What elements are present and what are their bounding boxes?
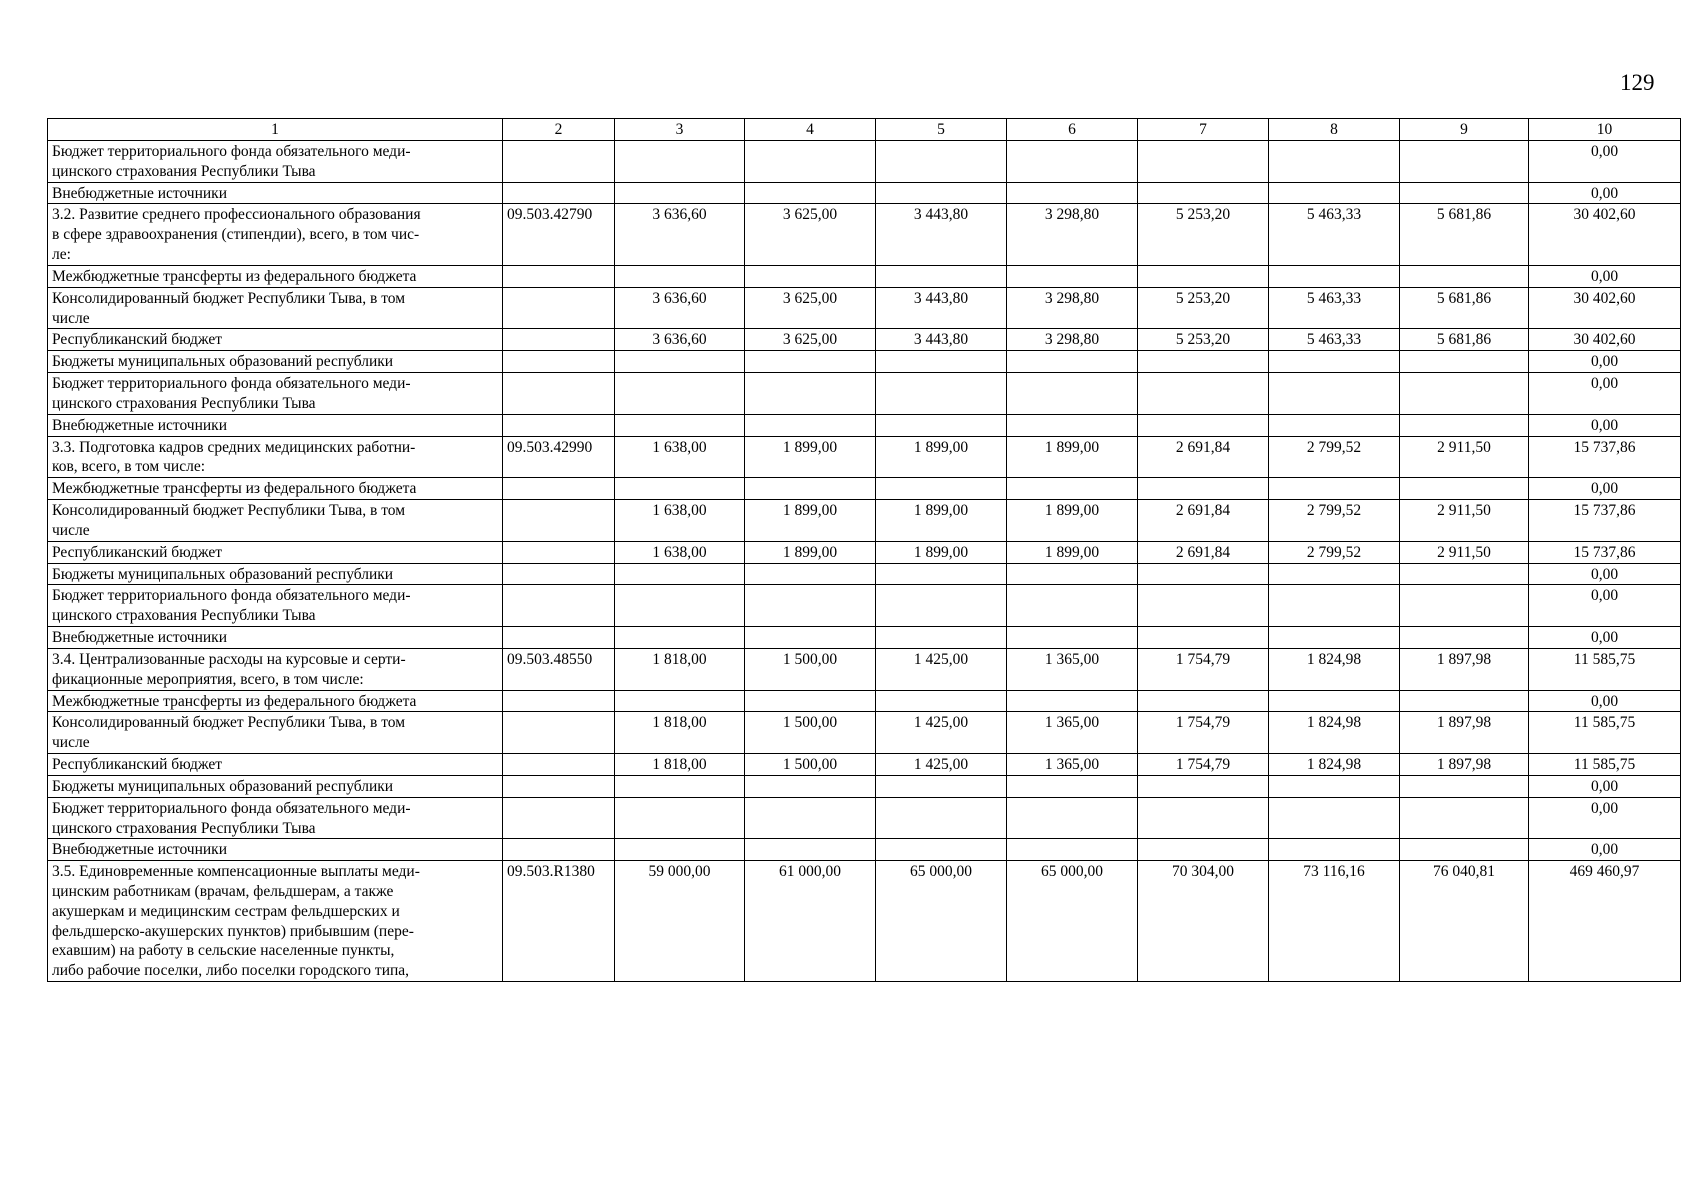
amount-cell: 65 000,00 [1007,861,1138,982]
amount-cell [1269,141,1400,183]
amount-cell [1269,627,1400,649]
amount-cell: 5 253,20 [1138,287,1269,329]
amount-cell: 1 754,79 [1138,712,1269,754]
amount-cell: 1 818,00 [615,712,745,754]
amount-cell: 1 824,98 [1269,754,1400,776]
amount-cell: 1 897,98 [1400,712,1529,754]
amount-cell: 3 636,60 [615,204,745,265]
amount-cell [615,182,745,204]
amount-cell [1400,265,1529,287]
amount-cell [876,351,1007,373]
amount-cell [1007,585,1138,627]
total-cell: 11 585,75 [1529,648,1681,690]
amount-cell [876,182,1007,204]
amount-cell [1400,797,1529,839]
table-row [48,541,1681,563]
row-label: Внебюджетные источники [48,839,503,861]
table-row [48,141,1681,183]
amount-cell: 1 638,00 [615,500,745,542]
amount-cell [615,351,745,373]
amount-cell: 1 425,00 [876,712,1007,754]
total-cell: 0,00 [1529,585,1681,627]
amount-cell [615,585,745,627]
total-cell: 469 460,97 [1529,861,1681,982]
amount-cell [876,775,1007,797]
total-cell: 11 585,75 [1529,754,1681,776]
table-row [48,265,1681,287]
amount-cell: 1 899,00 [745,436,876,478]
amount-cell [745,627,876,649]
amount-cell [1400,775,1529,797]
amount-cell: 1 754,79 [1138,754,1269,776]
amount-cell: 1 500,00 [745,648,876,690]
amount-cell [1007,141,1138,183]
amount-cell: 2 691,84 [1138,436,1269,478]
amount-cell [876,690,1007,712]
amount-cell [1138,414,1269,436]
amount-cell [615,373,745,415]
amount-cell: 5 253,20 [1138,204,1269,265]
table-row [48,329,1681,351]
amount-cell: 3 636,60 [615,287,745,329]
budget-code-cell [503,329,615,351]
page-number: 129 [1620,70,1655,95]
amount-cell: 3 636,60 [615,329,745,351]
amount-cell [1400,839,1529,861]
row-label: Внебюджетные источники [48,414,503,436]
amount-cell: 1 824,98 [1269,712,1400,754]
amount-cell [745,563,876,585]
amount-cell: 1 365,00 [1007,754,1138,776]
amount-cell [876,627,1007,649]
amount-cell [1138,182,1269,204]
amount-cell: 1 899,00 [876,436,1007,478]
column-number-header: 2 [503,119,615,141]
amount-cell [876,414,1007,436]
row-label: Республиканский бюджет [48,329,503,351]
amount-cell: 1 425,00 [876,754,1007,776]
total-cell: 30 402,60 [1529,329,1681,351]
row-label: Республиканский бюджет [48,754,503,776]
row-label: Консолидированный бюджет Республики Тыва, в том числе [48,287,503,329]
amount-cell: 2 799,52 [1269,500,1400,542]
amount-cell [745,141,876,183]
amount-cell [1138,627,1269,649]
budget-code-cell [503,414,615,436]
amount-cell [745,690,876,712]
table-row [48,627,1681,649]
amount-cell [1269,478,1400,500]
amount-cell [876,141,1007,183]
table-row [48,182,1681,204]
table-row [48,287,1681,329]
budget-code-cell [503,541,615,563]
amount-cell: 3 443,80 [876,329,1007,351]
total-cell: 0,00 [1529,351,1681,373]
amount-cell: 2 799,52 [1269,541,1400,563]
budget-code-cell [503,797,615,839]
amount-cell [1269,775,1400,797]
amount-cell [1400,563,1529,585]
column-number-header: 5 [876,119,1007,141]
table-row [48,861,1681,982]
amount-cell [615,265,745,287]
amount-cell: 1 899,00 [745,500,876,542]
amount-cell: 1 818,00 [615,754,745,776]
column-number-header: 6 [1007,119,1138,141]
amount-cell: 1 899,00 [1007,436,1138,478]
amount-cell [615,690,745,712]
column-number-header: 8 [1269,119,1400,141]
total-cell: 11 585,75 [1529,712,1681,754]
amount-cell [1138,585,1269,627]
amount-cell: 1 638,00 [615,436,745,478]
total-cell: 0,00 [1529,182,1681,204]
row-label: 3.3. Подготовка кадров средних медицинских работни- ков, всего, в том числе: [48,436,503,478]
amount-cell [615,141,745,183]
amount-cell: 5 681,86 [1400,329,1529,351]
amount-cell [1007,690,1138,712]
amount-cell [876,563,1007,585]
row-label: Внебюджетные источники [48,182,503,204]
amount-cell: 3 298,80 [1007,204,1138,265]
row-label: Межбюджетные трансферты из федерального бюджета [48,265,503,287]
budget-code-cell: 09.503.R1380 [503,861,615,982]
total-cell: 0,00 [1529,141,1681,183]
amount-cell: 2 691,84 [1138,500,1269,542]
row-label: Консолидированный бюджет Республики Тыва, в том числе [48,500,503,542]
column-number-header-row [48,119,1681,141]
amount-cell [745,585,876,627]
amount-cell [1269,182,1400,204]
amount-cell [745,265,876,287]
amount-cell: 3 625,00 [745,204,876,265]
amount-cell [1400,627,1529,649]
table-row [48,754,1681,776]
amount-cell: 70 304,00 [1138,861,1269,982]
amount-cell: 2 911,50 [1400,500,1529,542]
table-row [48,648,1681,690]
amount-cell [876,478,1007,500]
amount-cell: 3 443,80 [876,287,1007,329]
table-row [48,500,1681,542]
amount-cell [615,839,745,861]
table-row [48,585,1681,627]
amount-cell [1400,585,1529,627]
amount-cell: 1 899,00 [1007,500,1138,542]
amount-cell: 3 625,00 [745,329,876,351]
table-row [48,436,1681,478]
amount-cell: 1 899,00 [745,541,876,563]
budget-code-cell [503,373,615,415]
column-number-header: 9 [1400,119,1529,141]
row-label: Бюджеты муниципальных образований республики [48,563,503,585]
total-cell: 0,00 [1529,414,1681,436]
amount-cell [745,373,876,415]
amount-cell [1269,585,1400,627]
total-cell: 15 737,86 [1529,500,1681,542]
table-row [48,690,1681,712]
row-label: Межбюджетные трансферты из федерального бюджета [48,478,503,500]
amount-cell [1007,351,1138,373]
amount-cell: 1 425,00 [876,648,1007,690]
amount-cell [1269,839,1400,861]
amount-cell [1400,414,1529,436]
amount-cell: 1 638,00 [615,541,745,563]
amount-cell [1269,563,1400,585]
table-row [48,204,1681,265]
amount-cell: 3 298,80 [1007,287,1138,329]
amount-cell [1138,141,1269,183]
row-label: 3.4. Централизованные расходы на курсовые и серти- фикационные мероприятия, всего, в том числе: [48,648,503,690]
amount-cell: 61 000,00 [745,861,876,982]
amount-cell [1269,373,1400,415]
column-number-header: 10 [1529,119,1681,141]
amount-cell [1007,478,1138,500]
total-cell: 0,00 [1529,627,1681,649]
total-cell: 0,00 [1529,373,1681,415]
amount-cell [1269,690,1400,712]
total-cell: 15 737,86 [1529,541,1681,563]
amount-cell [745,797,876,839]
amount-cell [876,797,1007,839]
row-label: Бюджет территориального фонда обязательного меди- цинского страхования Республики Тыва [48,373,503,415]
amount-cell: 3 298,80 [1007,329,1138,351]
amount-cell [876,585,1007,627]
budget-code-cell [503,690,615,712]
budget-code-cell [503,775,615,797]
row-label: Консолидированный бюджет Республики Тыва, в том числе [48,712,503,754]
total-cell: 0,00 [1529,797,1681,839]
amount-cell [1400,373,1529,415]
table-row [48,797,1681,839]
amount-cell: 1 754,79 [1138,648,1269,690]
row-label: Бюджет территориального фонда обязательного меди- цинского страхования Республики Тыва [48,141,503,183]
table-row [48,563,1681,585]
table-row [48,373,1681,415]
amount-cell [1138,797,1269,839]
amount-cell [1400,351,1529,373]
amount-cell [745,414,876,436]
amount-cell [1138,265,1269,287]
amount-cell [1007,265,1138,287]
amount-cell: 73 116,16 [1269,861,1400,982]
budget-code-cell [503,182,615,204]
budget-code-cell [503,265,615,287]
total-cell: 0,00 [1529,690,1681,712]
amount-cell [1400,478,1529,500]
column-number-header: 3 [615,119,745,141]
row-label: Бюджеты муниципальных образований республики [48,351,503,373]
amount-cell [615,414,745,436]
amount-cell [1007,563,1138,585]
row-label: Внебюджетные источники [48,627,503,649]
amount-cell: 5 463,33 [1269,329,1400,351]
row-label: 3.2. Развитие среднего профессионального образования в сфере здравоохранения (стипендии), всего, в том чис- ле: [48,204,503,265]
amount-cell [745,351,876,373]
amount-cell: 2 911,50 [1400,436,1529,478]
amount-cell [1138,690,1269,712]
amount-cell [745,182,876,204]
budget-code-cell [503,287,615,329]
total-cell: 30 402,60 [1529,287,1681,329]
row-label: 3.5. Единовременные компенсационные выплаты меди- цинским работникам (врачам, фельдшерам, а также акушеркам и медицинским сестрам фельдшерских и фельдшерско-акушерских пунктов) прибывшим (пере- ехавшим) на работу в сельские населенные пункты, либо рабочие поселки, либо поселки городского типа, [48,861,503,982]
total-cell: 0,00 [1529,265,1681,287]
row-label: Бюджет территориального фонда обязательного меди- цинского страхования Республики Тыва [48,585,503,627]
amount-cell [745,478,876,500]
amount-cell [1007,373,1138,415]
budget-code-cell [503,141,615,183]
budget-code-cell [503,754,615,776]
amount-cell [1007,775,1138,797]
amount-cell [1007,414,1138,436]
amount-cell: 3 625,00 [745,287,876,329]
amount-cell [1269,797,1400,839]
budget-code-cell [503,351,615,373]
amount-cell: 1 365,00 [1007,648,1138,690]
column-number-header: 4 [745,119,876,141]
amount-cell [1400,690,1529,712]
total-cell: 30 402,60 [1529,204,1681,265]
amount-cell [1138,478,1269,500]
amount-cell: 3 443,80 [876,204,1007,265]
amount-cell: 5 253,20 [1138,329,1269,351]
amount-cell: 1 818,00 [615,648,745,690]
amount-cell: 1 899,00 [876,541,1007,563]
amount-cell [1269,414,1400,436]
row-label: Бюджет территориального фонда обязательного меди- цинского страхования Республики Тыва [48,797,503,839]
table-row [48,839,1681,861]
budget-code-cell [503,627,615,649]
total-cell: 0,00 [1529,839,1681,861]
row-label: Межбюджетные трансферты из федерального бюджета [48,690,503,712]
budget-code-cell [503,478,615,500]
budget-code-cell: 09.503.42990 [503,436,615,478]
amount-cell [876,265,1007,287]
amount-cell [1007,839,1138,861]
amount-cell: 2 691,84 [1138,541,1269,563]
amount-cell: 1 897,98 [1400,648,1529,690]
table-row [48,414,1681,436]
amount-cell: 1 500,00 [745,754,876,776]
amount-cell [1138,775,1269,797]
amount-cell: 1 365,00 [1007,712,1138,754]
amount-cell [1138,351,1269,373]
amount-cell [1138,373,1269,415]
amount-cell: 1 500,00 [745,712,876,754]
amount-cell [615,627,745,649]
amount-cell [1007,797,1138,839]
amount-cell: 5 463,33 [1269,204,1400,265]
amount-cell [1007,627,1138,649]
column-number-header: 1 [48,119,503,141]
amount-cell: 5 463,33 [1269,287,1400,329]
amount-cell [876,373,1007,415]
amount-cell: 2 799,52 [1269,436,1400,478]
total-cell: 0,00 [1529,563,1681,585]
amount-cell [615,563,745,585]
budget-code-cell [503,839,615,861]
budget-code-cell [503,712,615,754]
amount-cell [615,797,745,839]
row-label: Бюджеты муниципальных образований республики [48,775,503,797]
table-row [48,712,1681,754]
column-number-header: 7 [1138,119,1269,141]
table-row [48,775,1681,797]
row-label: Республиканский бюджет [48,541,503,563]
table-row [48,478,1681,500]
amount-cell: 65 000,00 [876,861,1007,982]
budget-code-cell [503,563,615,585]
amount-cell [615,478,745,500]
amount-cell [745,775,876,797]
amount-cell [1400,182,1529,204]
amount-cell: 2 911,50 [1400,541,1529,563]
budget-code-cell [503,500,615,542]
amount-cell [1007,182,1138,204]
budget-code-cell: 09.503.42790 [503,204,615,265]
budget-table [47,118,1681,982]
total-cell: 15 737,86 [1529,436,1681,478]
amount-cell [1400,141,1529,183]
amount-cell: 1 899,00 [1007,541,1138,563]
amount-cell: 5 681,86 [1400,287,1529,329]
total-cell: 0,00 [1529,775,1681,797]
amount-cell: 5 681,86 [1400,204,1529,265]
amount-cell: 1 899,00 [876,500,1007,542]
amount-cell [745,839,876,861]
amount-cell [1269,265,1400,287]
amount-cell: 1 897,98 [1400,754,1529,776]
amount-cell [876,839,1007,861]
amount-cell [615,775,745,797]
budget-code-cell [503,585,615,627]
amount-cell [1138,563,1269,585]
table-row [48,351,1681,373]
amount-cell: 76 040,81 [1400,861,1529,982]
total-cell: 0,00 [1529,478,1681,500]
budget-code-cell: 09.503.48550 [503,648,615,690]
amount-cell [1138,839,1269,861]
amount-cell: 1 824,98 [1269,648,1400,690]
amount-cell [1269,351,1400,373]
amount-cell: 59 000,00 [615,861,745,982]
